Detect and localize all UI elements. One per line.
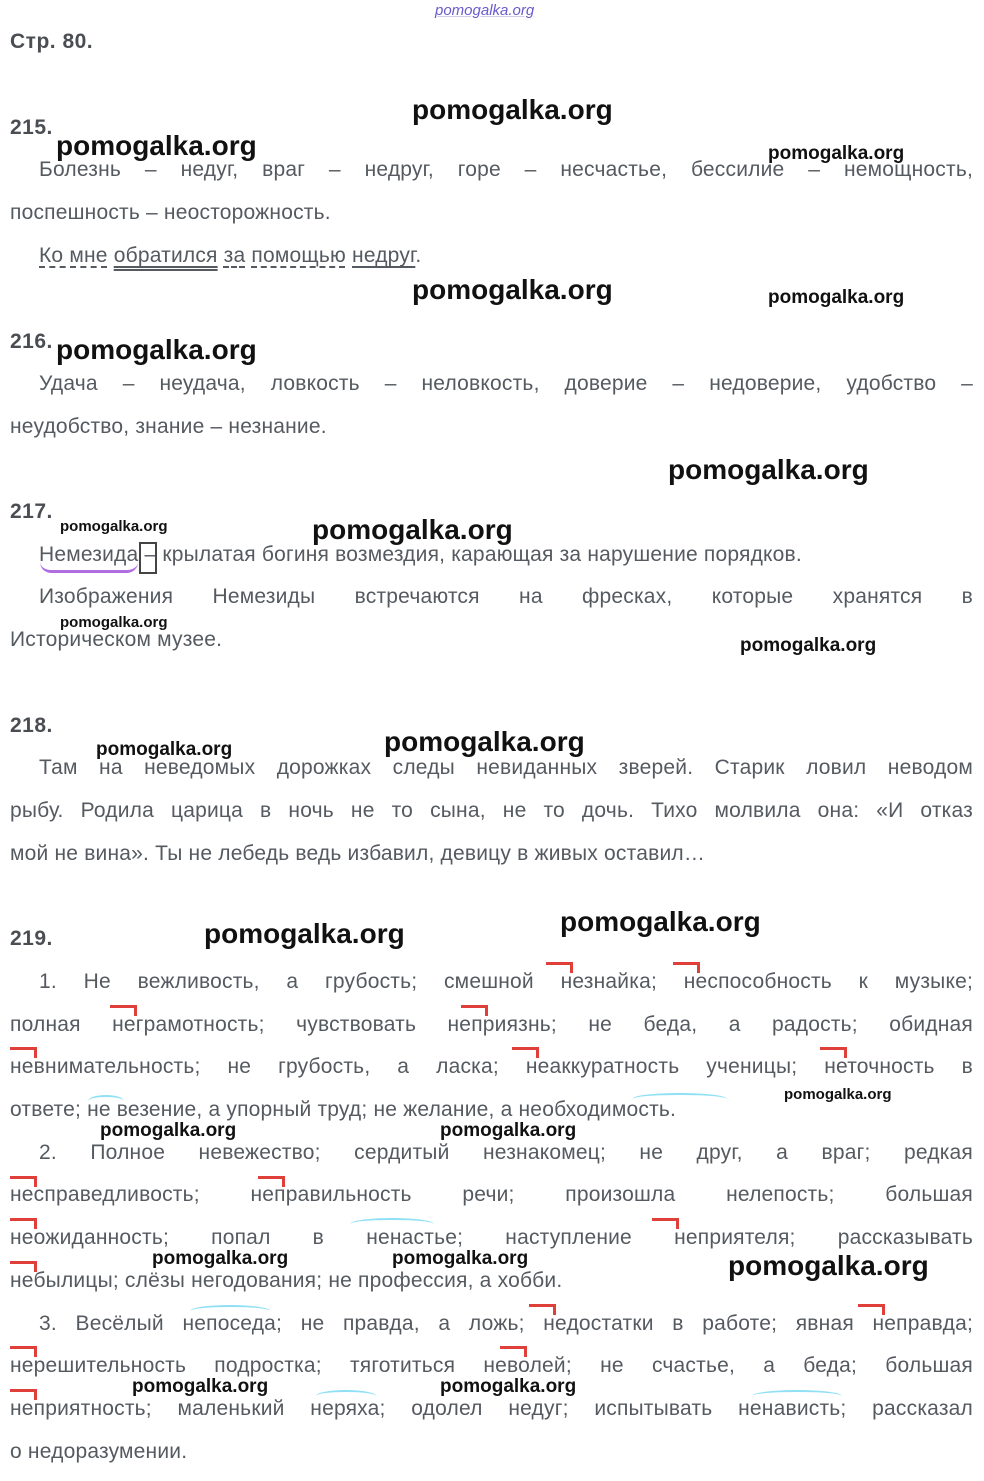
watermark: pomogalka.org	[392, 1248, 529, 1269]
root-arc	[752, 1390, 842, 1402]
prefix-mark	[10, 1346, 37, 1357]
watermark: pomogalka.org	[60, 614, 168, 631]
prefix-mark	[10, 1261, 37, 1272]
prefix-mark	[546, 962, 573, 973]
watermark: pomogalka.org	[768, 287, 905, 308]
watermark: pomogalka.org	[60, 518, 168, 535]
task-text-line: 3. Весёлый непоседа; не правда, а ложь; недостатки в работе; явная неправда;	[39, 1312, 973, 1335]
task-text-line: мой не вина». Ты не лебедь ведь избавил, девицу в живых оставил…	[10, 842, 706, 865]
task-text-line: неприятность; маленький неряха; одолел недуг; испытывать ненависть; рассказал	[10, 1397, 973, 1420]
sentence-subject: недруг	[352, 244, 416, 267]
prefix-mark	[10, 1218, 37, 1229]
task-number: 215.	[10, 116, 53, 139]
task-text-line: о недоразумении.	[10, 1440, 188, 1463]
prefix-mark	[858, 1304, 885, 1315]
task-number: 216.	[10, 330, 53, 353]
watermark: pomogalka.org	[560, 906, 761, 937]
task-text-line: Болезнь – недуг, враг – недруг, горе – несчастье, бессилие – немощность,	[39, 158, 973, 181]
watermark: pomogalka.org	[740, 635, 877, 656]
task-text-line: невнимательность; не грубость, а ласка; неаккуратность ученицы; неточность в	[10, 1055, 973, 1078]
sentence-predicate: обратился	[113, 244, 218, 267]
task-text-line: 1. Не вежливость, а грубость; смешной незнайка; неспособность к музыке;	[39, 970, 973, 993]
task-text-line: полная неграмотность; чувствовать неприязнь; не беда, а радость; обидная	[10, 1013, 973, 1036]
root-arc	[316, 1390, 376, 1402]
word-root: Немезид	[39, 543, 127, 566]
watermark: pomogalka.org	[152, 1248, 289, 1269]
watermark: pomogalka.org	[668, 454, 869, 485]
prefix-mark	[110, 1005, 137, 1016]
prefix-mark	[529, 1304, 556, 1315]
root-arc	[632, 1093, 727, 1105]
watermark: pomogalka.org	[56, 130, 257, 161]
task-text-line: рыбу. Родила царица в ночь не то сына, не то дочь. Тихо молвила она: «И отказ	[10, 799, 973, 822]
watermark: pomogalka.org	[440, 1376, 577, 1397]
watermark: pomogalka.org	[412, 274, 613, 305]
prefix-mark	[10, 1389, 37, 1400]
root-arc	[350, 1218, 434, 1230]
prefix-mark	[673, 962, 700, 973]
task-text-line: Историческом музее.	[10, 628, 223, 651]
task-text-line: неожиданность; попал в ненастье; наступление неприятеля; рассказывать	[10, 1226, 973, 1249]
task-number: 217.	[10, 500, 53, 523]
word-ending: а	[126, 543, 139, 566]
task-text-line: ответе; не везение, а упорный труд; не желание, а необходимость.	[10, 1098, 677, 1121]
sentence-word: Ко мне	[39, 244, 108, 267]
watermark: pomogalka.org	[204, 918, 405, 949]
watermark: pomogalka.org	[440, 1120, 577, 1141]
watermark: pomogalka.org	[96, 739, 233, 760]
ending-box	[139, 542, 157, 574]
task-text-line	[39, 543, 973, 567]
watermark: pomogalka.org	[728, 1250, 929, 1281]
prefix-mark	[10, 1176, 37, 1187]
root-mark	[40, 562, 138, 573]
task-number: 219.	[10, 927, 53, 950]
watermark: pomogalka.org	[412, 94, 613, 125]
watermark: pomogalka.org	[56, 334, 257, 365]
sentence-period: .	[415, 244, 422, 267]
root-arc	[190, 1305, 270, 1317]
task-text-line: 2. Полное невежество; сердитый незнакомец; не друг, а враг; редкая	[39, 1141, 973, 1164]
watermark: pomogalka.org	[784, 1086, 892, 1103]
prefix-mark	[10, 1047, 37, 1058]
watermark: pomogalka.org	[312, 514, 513, 545]
task-text-rest: – крылатая богиня возмездия, карающая за нарушение порядков.	[144, 543, 802, 566]
watermark: pomogalka.org	[132, 1376, 269, 1397]
task-sentence	[39, 244, 984, 268]
prefix-mark	[500, 1346, 527, 1357]
page-number: Стр. 80.	[10, 30, 94, 53]
task-number: 218.	[10, 714, 53, 737]
task-text-line: Там на неведомых дорожках следы невиданных зверей. Старик ловил неводом	[39, 756, 973, 779]
prefix-mark	[512, 1047, 539, 1058]
task-text-line: нерешительность подростка; тяготиться неволей; не счастье, а беда; большая	[10, 1354, 973, 1377]
watermark: pomogalka.org	[768, 143, 905, 164]
watermark: pomogalka.org	[100, 1120, 237, 1141]
task-text-line: Изображения Немезиды встречаются на фресках, которые хранятся в	[39, 585, 973, 608]
sentence-word: за	[223, 244, 246, 267]
prefix-mark	[258, 1176, 285, 1187]
task-text-line: Удача – неудача, ловкость – неловкость, доверие – недоверие, удобство –	[39, 372, 973, 395]
task-text-line: несправедливость; неправильность речи; произошла нелепость; большая	[10, 1183, 973, 1206]
task-text-line: поспешность – неосторожность.	[10, 201, 331, 224]
header-site-link: pomogalka.org	[435, 2, 535, 19]
prefix-mark	[461, 1005, 488, 1016]
watermark: pomogalka.org	[384, 726, 585, 757]
task-text-line: небылицы; слёзы негодования; не профессия, а хобби.	[10, 1269, 563, 1292]
task-text-line: неудобство, знание – незнание.	[10, 415, 327, 438]
prefix-mark	[820, 1047, 847, 1058]
root-arc	[88, 1095, 124, 1107]
prefix-mark	[652, 1218, 679, 1229]
sentence-word: помощью	[251, 244, 346, 267]
